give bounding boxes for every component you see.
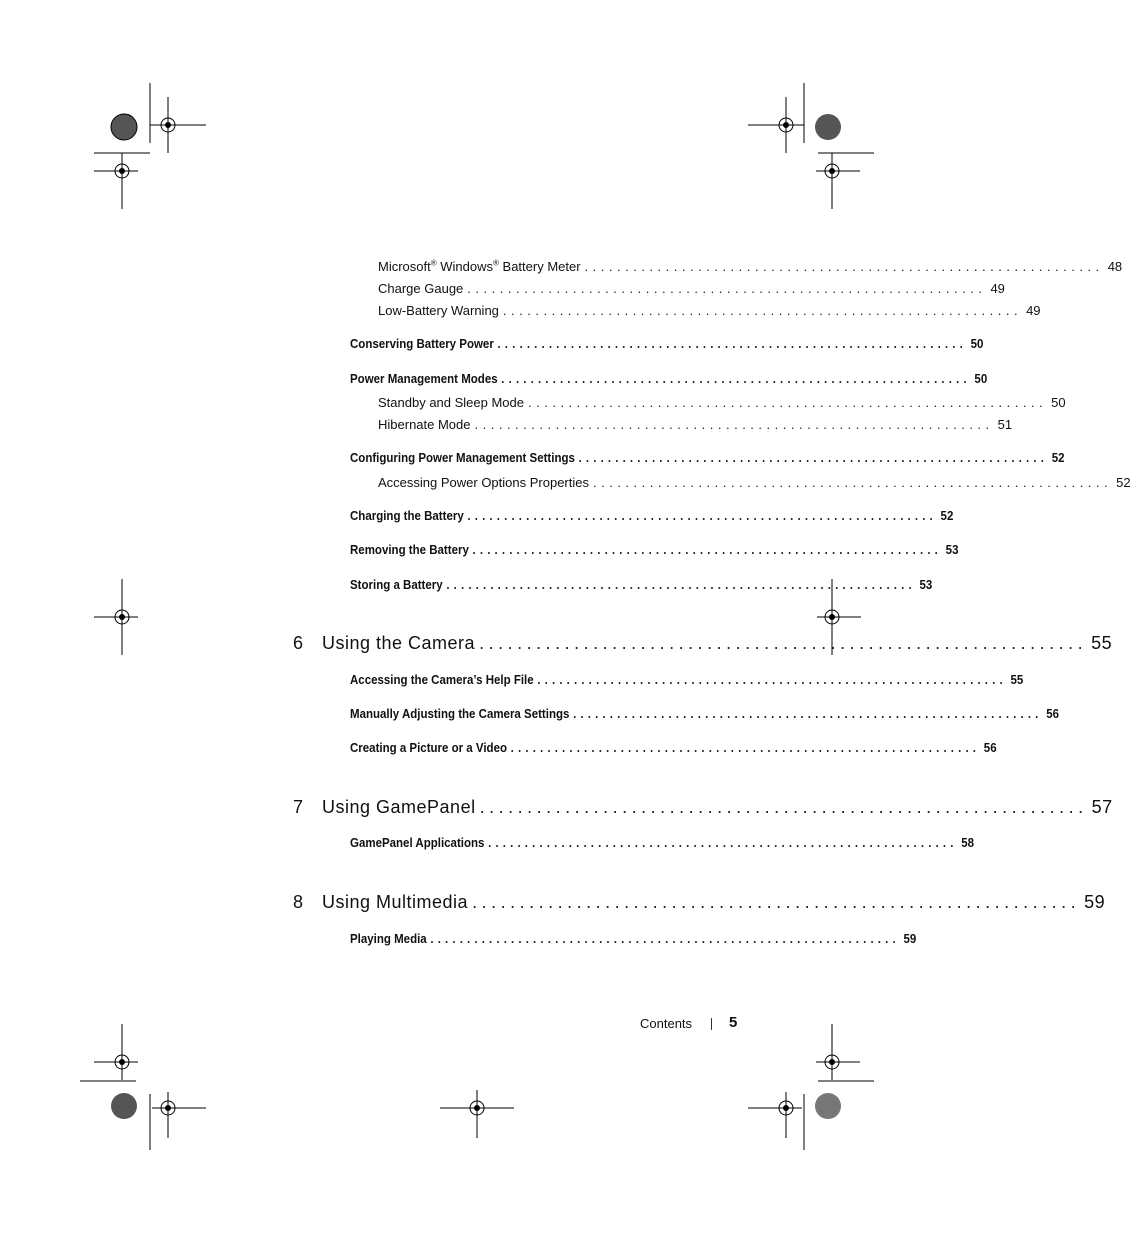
footer-page-number: 5 <box>729 1014 738 1031</box>
toc-leader-dots: ................................................................ <box>467 281 987 296</box>
toc-entry-page: 49 <box>990 281 1005 296</box>
toc-leader-dots: ................................................................ <box>474 417 994 432</box>
toc-leader-dots: ................................................................ <box>497 337 967 351</box>
crop-mark-bottom-right <box>746 1024 876 1154</box>
chapter-number: 7 <box>293 797 304 817</box>
toc-entry-page: 48 <box>1107 259 1123 274</box>
toc-entry-title: Charge Gauge <box>378 281 464 296</box>
toc-entry-page: 56 <box>983 741 997 755</box>
toc-entry[interactable] <box>350 337 984 351</box>
toc-leader-dots: ................................................................ <box>446 578 916 592</box>
toc-leader-dots: ................................................................ <box>479 633 1088 653</box>
toc-entry-page: 57 <box>1091 797 1113 817</box>
toc-leader-dots: ................................................................ <box>510 741 981 755</box>
toc-entry-title: Accessing Power Options Properties <box>378 475 589 490</box>
toc-entry[interactable] <box>350 836 975 850</box>
toc-entry-page: 56 <box>1046 707 1059 721</box>
toc-leader-dots: ................................................................ <box>430 932 900 946</box>
toc-entry-page: 58 <box>961 836 975 850</box>
toc-entry-title: Hibernate Mode <box>378 417 471 432</box>
toc-entry-title: Power Management Modes <box>350 372 498 386</box>
toc-entry-page: 55 <box>1091 633 1113 653</box>
toc-entry[interactable] <box>378 303 1041 318</box>
toc-entry-title: Low-Battery Warning <box>378 303 499 318</box>
crop-mark-bottom-left <box>80 1024 210 1154</box>
chapter-number: 6 <box>293 633 304 653</box>
toc-leader-dots: ................................................................ <box>501 372 971 386</box>
crop-mark-top-right <box>746 83 876 213</box>
toc-leader-dots: ................................................................ <box>578 451 1049 465</box>
toc-entry[interactable] <box>378 475 1131 490</box>
toc-entry-page: 53 <box>919 578 933 592</box>
toc-entry-title: Playing Media <box>350 932 427 946</box>
toc-entry-title: Configuring Power Management Settings <box>350 451 575 465</box>
toc-chapter-title: 6 Using the Camera <box>293 633 476 653</box>
chapter-number: 8 <box>293 892 304 912</box>
toc-entry-page: 50 <box>1051 395 1066 410</box>
toc-entry-title: Standby and Sleep Mode <box>378 395 524 410</box>
toc-entry[interactable] <box>350 372 988 386</box>
crop-mark-top-left <box>94 83 214 213</box>
toc-entry-page: 55 <box>1010 673 1024 687</box>
toc-entry-page: 50 <box>974 372 988 386</box>
toc-entry[interactable] <box>378 281 1005 296</box>
toc-entry-page: 50 <box>970 337 984 351</box>
toc-entry-title: Creating a Picture or a Video <box>350 741 508 755</box>
toc-entry[interactable] <box>350 543 959 557</box>
toc-leader-dots: ................................................................ <box>467 509 937 523</box>
toc-entry-title: Accessing the Camera’s Help File <box>350 673 534 687</box>
toc-entry[interactable] <box>350 509 954 523</box>
crop-mark-bottom-center <box>440 1090 516 1140</box>
toc-entry-title: Manually Adjusting the Camera Settings <box>350 707 570 721</box>
toc-leader-dots: ................................................................ <box>573 707 1043 721</box>
toc-entry-title: Microsoft® Windows® Battery Meter <box>378 258 581 274</box>
toc-leader-dots: ................................................................ <box>472 892 1081 912</box>
toc-entry[interactable] <box>350 741 997 755</box>
toc-chapter-entry[interactable] <box>293 892 1106 913</box>
crop-mark-middle-left <box>94 579 144 659</box>
toc-entry[interactable] <box>378 395 1066 410</box>
toc-chapter-title: 8 Using Multimedia <box>293 892 469 912</box>
toc-entry-page: 53 <box>945 543 959 557</box>
toc-entry-page: 51 <box>997 417 1013 432</box>
toc-entry-title: Charging the Battery <box>350 509 464 523</box>
toc-entry-page: 52 <box>1116 475 1131 490</box>
footer-label: Contents <box>640 1016 693 1031</box>
toc-entry[interactable] <box>350 932 917 946</box>
toc-leader-dots: ................................................................ <box>528 395 1048 410</box>
toc-entry[interactable] <box>350 707 1059 721</box>
toc-leader-dots: ................................................................ <box>488 836 958 850</box>
toc-entry-page: 52 <box>940 509 954 523</box>
toc-entry[interactable] <box>350 578 933 592</box>
toc-leader-dots: ................................................................ <box>584 259 1104 274</box>
toc-entry-page: 59 <box>1084 892 1106 912</box>
toc-leader-dots: ................................................................ <box>502 303 1023 318</box>
toc-leader-dots: ................................................................ <box>472 543 942 557</box>
toc-chapter-title: 7 Using GamePanel <box>293 797 476 817</box>
footer-divider <box>711 1018 712 1030</box>
toc-entry-title: Removing the Battery <box>350 543 469 557</box>
toc-leader-dots: ................................................................ <box>537 673 1007 687</box>
toc-entry-page: 49 <box>1026 303 1041 318</box>
toc-entry-title: Storing a Battery <box>350 578 443 592</box>
toc-entry[interactable] <box>378 258 1123 274</box>
toc-entry-page: 52 <box>1051 451 1065 465</box>
toc-leader-dots: ................................................................ <box>479 797 1088 817</box>
toc-entry-page: 59 <box>903 932 917 946</box>
toc-entry[interactable] <box>350 673 1024 687</box>
toc-chapter-entry[interactable] <box>293 633 1113 654</box>
toc-chapter-entry[interactable] <box>293 797 1113 818</box>
toc-leader-dots: ................................................................ <box>592 475 1113 490</box>
toc-entry-title: Conserving Battery Power <box>350 337 494 351</box>
toc-entry-title: GamePanel Applications <box>350 836 485 850</box>
toc-entry[interactable] <box>350 451 1065 465</box>
toc-entry[interactable] <box>378 417 1013 432</box>
